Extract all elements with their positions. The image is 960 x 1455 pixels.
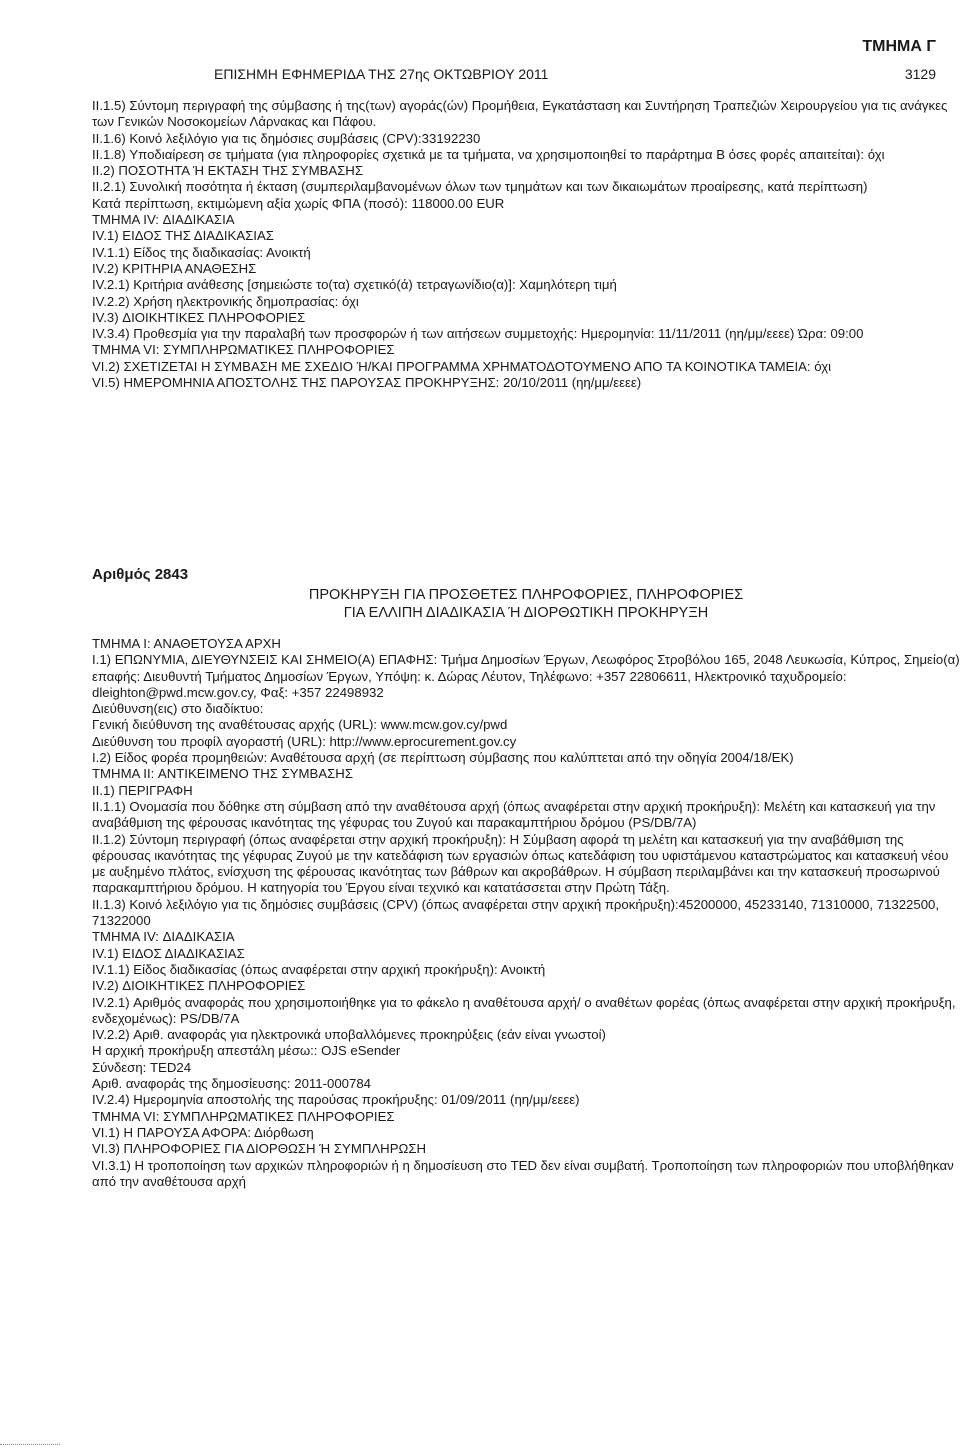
- gazette-title: ΕΠΙΣΗΜΗ ΕΦΗΜΕΡΙΔΑ ΤΗΣ 27ης ΟΚΤΩΒΡΙΟΥ 2011: [214, 66, 549, 82]
- text-line: IV.3) ΔΙΟΙΚΗΤΙΚΕΣ ΠΛΗΡΟΦΟΡΙΕΣ: [92, 309, 306, 325]
- section-heading: ΤΜΗΜΑ VI: ΣΥΜΠΛΗΡΩΜΑΤΙΚΕΣ ΠΛΗΡΟΦΟΡΙΕΣ: [92, 1108, 395, 1124]
- text-line: II.2.1) Συνολική ποσότητα ή έκταση (συμπεριλαμβανομένων όλων των τμημάτων και των δικαιωμάτων προαίρεσης, κατά περίπτωση): [92, 179, 868, 195]
- text-line: Γενική διεύθυνση της αναθέτουσας αρχής (URL): www.mcw.gov.cy/pwd: [92, 717, 508, 733]
- text-line: IV.2) ΚΡΙΤΗΡΙΑ ΑΝΑΘΕΣΗΣ: [92, 260, 257, 276]
- text-line: Διεύθυνση(εις) στο διαδίκτυο:: [92, 701, 264, 717]
- section-heading: ΤΜΗΜΑ Ι: ΑΝΑΘΕΤΟΥΣΑ ΑΡΧΗ: [92, 636, 281, 651]
- text-line: IV.2.2) Χρήση ηλεκτρονικής δημοπρασίας: όχι: [92, 293, 359, 309]
- text-line: VI.1) Η ΠΑΡΟΥΣΑ ΑΦΟΡΑ: Διόρθωση: [92, 1124, 314, 1140]
- notice-title-line: ΓΙΑ ΕΛΛΙΠΗ ΔΙΑΔΙΚΑΣΙΑ Ή ΔΙΟΡΘΩΤΙΚΗ ΠΡΟΚΗΡΥΞΗ: [343, 605, 709, 621]
- text-line: IV.2) ΔΙΟΙΚΗΤΙΚΕΣ ΠΛΗΡΟΦΟΡΙΕΣ: [92, 978, 306, 994]
- text-line: I.2) Είδος φορέα προμηθειών: Αναθέτουσα αρχή (σε περίπτωση σύμβασης που καλύπτεται από την οδηγία 2004/18/ΕΚ): [92, 750, 794, 766]
- notice-title-line: ΠΡΟΚΗΡΥΞΗ ΓΙΑ ΠΡΟΣΘΕΤΕΣ ΠΛΗΡΟΦΟΡΙΕΣ, ΠΛΗΡΟΦΟΡΙΕΣ: [308, 587, 744, 603]
- text-line: II.1) ΠΕΡΙΓΡΑΦΗ: [92, 782, 193, 798]
- text-line: IV.1.1) Είδος διαδικασίας (όπως αναφέρεται στην αρχική προκήρυξη): Ανοικτή: [92, 961, 546, 977]
- text-line: Διεύθυνση του προφίλ αγοραστή (URL): http://www.eprocurement.gov.cy: [92, 733, 517, 749]
- page-footer-mark: [0, 1444, 60, 1451]
- text-line: IV.2.1) Κριτήρια ανάθεσης [σημειώστε το(τα) σχετικό(ά) τετραγωνίδιο(α)]: Χαμηλότερη τιμή: [92, 277, 617, 293]
- notice-title: [92, 586, 960, 622]
- section-heading: ΤΜΗΜΑ VI: ΣΥΜΠΛΗΡΩΜΑΤΙΚΕΣ ΠΛΗΡΟΦΟΡΙΕΣ: [92, 342, 395, 358]
- text-line: I.1) ΕΠΩΝΥΜΙΑ, ΔΙΕΥΘΥΝΣΕΙΣ ΚΑΙ ΣΗΜΕΙΟ(Α) ΕΠΑΦΗΣ: Τμήμα Δημοσίων Έργων, Λεωφόρος Στροβόλου 165, 2048 Λευκωσία, Κύπρος, Σημείο(α) επαφής: Διευθυντή Τμήματος Δημοσίων Έργων, Υπόψη: κ. Δώρας Λέυτον, Τηλέφωνο: +357 22806611, Ηλεκτρονικό ταχυδρομείο: dleighton@pwd.mcw.gov.cy, Φαξ: +357 22498932: [92, 652, 960, 700]
- notice-body: [92, 636, 960, 1190]
- text-line: IV.2.1) Αριθμός αναφοράς που χρησιμοποιήθηκε για το φάκελο η αναθέτουσα αρχή/ ο αναθέτων φορέας (όπως αναφέρεται στην αρχική προκήρυξη, ενδεχομένως): PS/DB/7A: [92, 994, 956, 1026]
- section-heading: ΤΜΗΜΑ II: ΑΝΤΙΚΕΙΜΕΝΟ ΤΗΣ ΣΥΜΒΑΣΗΣ: [92, 766, 353, 782]
- text-line: VI.3) ΠΛΗΡΟΦΟΡΙΕΣ ΓΙΑ ΔΙΟΡΘΩΣΗ Ή ΣΥΜΠΛΗΡΩΣΗ: [92, 1141, 427, 1157]
- text-line: IV.1) ΕΙΔΟΣ ΤΗΣ ΔΙΑΔΙΚΑΣΙΑΣ: [92, 228, 274, 244]
- text-line: Η αρχική προκήρυξη απεστάλη μέσω:: OJS eSender: [92, 1043, 401, 1059]
- text-line: II.1.6) Κοινό λεξιλόγιο για τις δημόσιες συμβάσεις (CPV):33192230: [92, 130, 481, 146]
- text-line: II.1.2) Σύντομη περιγραφή (όπως αναφέρεται στην αρχική προκήρυξη): Η Σύμβαση αφορά τη μελέτη και κατασκευή για την αναβάθμιση της φέρουσας ικανότητας της γέφυρας Ζυγού με την κατεδάφιση των εργασιών όπως κατεδάφιση του υφιστάμενου καταστρώματος και κατασκευή νέου με αυξημένο πλάτος, ενίσχυση της φέρουσας ικανότητας των βάθρων και ακροβάθρων. Η σύμβαση περιλαμβάνει και την κατασκευή προσωρινού παρακαμπτήριου δρόμου. Η κατηγορία του Έργου είναι τεχνικό και κατατάσσεται στην Πρώτη Τάξη.: [92, 831, 949, 896]
- text-line: Κατά περίπτωση, εκτιμώμενη αξία χωρίς ΦΠΑ (ποσό): 118000.00 EUR: [92, 195, 505, 211]
- text-line: VI.5) ΗΜΕΡΟΜΗΝΙΑ ΑΠΟΣΤΟΛΗΣ ΤΗΣ ΠΑΡΟΥΣΑΣ ΠΡΟΚΗΡΥΞΗΣ: 20/10/2011 (ηη/μμ/εεεε): [92, 375, 642, 391]
- text-line: Σύνδεση: TED24: [92, 1059, 192, 1075]
- text-line: II.1.8) Υποδιαίρεση σε τμήματα (για πληροφορίες σχετικά με τα τμήματα, να χρησιμοποιηθεί το παράρτημα Β όσες φορές απαιτείται): όχι: [92, 146, 885, 162]
- text-line: Αριθ. αναφοράς της δημοσίευσης: 2011-000784: [92, 1076, 372, 1092]
- text-line: IV.3.4) Προθεσμία για την παραλαβή των προσφορών ή των αιτήσεων συμμετοχής: Ημερομηνία: 11/11/2011 (ηη/μμ/εεεε) Ώρα: 09:00: [92, 326, 864, 342]
- section-heading: ΤΜΗΜΑ IV: ΔΙΑΔΙΚΑΣΙΑ: [92, 929, 235, 945]
- text-line: II.1.5) Σύντομη περιγραφή της σύμβασης ή της(των) αγοράς(ών) Προμήθεια, Εγκατάσταση και Συντήρηση Τραπεζιών Χειρουργείου για τις ανάγκες των Γενικών Νοσοκομείων Λάρνακας και Πάφου.: [92, 98, 948, 130]
- page-number: 3129: [904, 66, 936, 82]
- previous-notice-body: [92, 98, 960, 391]
- text-line: VI.3.1) Η τροποποίηση των αρχικών πληροφοριών ή η δημοσίευση στο TED δεν είναι συμβατή. Τροποποίηση των πληροφοριών που υποβλήθηκαν από την αναθέτουσα αρχή: [92, 1157, 954, 1189]
- text-line: VI.2) ΣΧΕΤΙΖΕΤΑΙ Η ΣΥΜΒΑΣΗ ΜΕ ΣΧΕΔΙΟ Ή/ΚΑΙ ΠΡΟΓΡΑΜΜΑ ΧΡΗΜΑΤΟΔΟΤΟΥΜΕΝΟ ΑΠΟ ΤΑ ΚΟΙΝΟΤΙΚΑ ΤΑΜΕΙΑ: όχι: [92, 358, 832, 374]
- text-line: IV.1.1) Είδος της διαδικασίας: Ανοικτή: [92, 244, 311, 260]
- section-label: ΤΜΗΜΑ Γ: [862, 38, 936, 55]
- section-heading: ΤΜΗΜΑ IV: ΔΙΑΔΙΚΑΣΙΑ: [92, 212, 235, 228]
- text-line: IV.2.4) Ημερομηνία αποστολής της παρούσας προκήρυξης: 01/09/2011 (ηη/μμ/εεεε): [92, 1092, 580, 1108]
- text-line: II.1.3) Κοινό λεξιλόγιο για τις δημόσιες συμβάσεις (CPV) (όπως αναφέρεται στην αρχική προκήρυξη):45200000, 45233140, 71310000, 71322500, 71322000: [92, 896, 940, 929]
- text-line: II.2) ΠΟΣΟΤΗΤΑ Ή ΕΚΤΑΣΗ ΤΗΣ ΣΥΜΒΑΣΗΣ: [92, 163, 363, 179]
- text-line: IV.2.2) Αριθ. αναφοράς για ηλεκτρονικά υποβαλλόμενες προκηρύξεις (εάν είναι γνωστοί): [92, 1027, 606, 1043]
- notice-number: Αριθμός 2843: [92, 566, 189, 583]
- text-line: II.1.1) Ονομασία που δόθηκε στη σύμβαση από την αναθέτουσα αρχή (όπως αναφέρεται στην αρχική προκήρυξη): Μελέτη και κατασκευή για την αναβάθμιση της φέρουσας ικανότητας της γέφυρας του Ζυγού και παρακαμπτήριου δρόμου (PS/DB/7A): [92, 798, 936, 831]
- text-line: IV.1) ΕΙΔΟΣ ΔΙΑΔΙΚΑΣΙΑΣ: [92, 945, 245, 961]
